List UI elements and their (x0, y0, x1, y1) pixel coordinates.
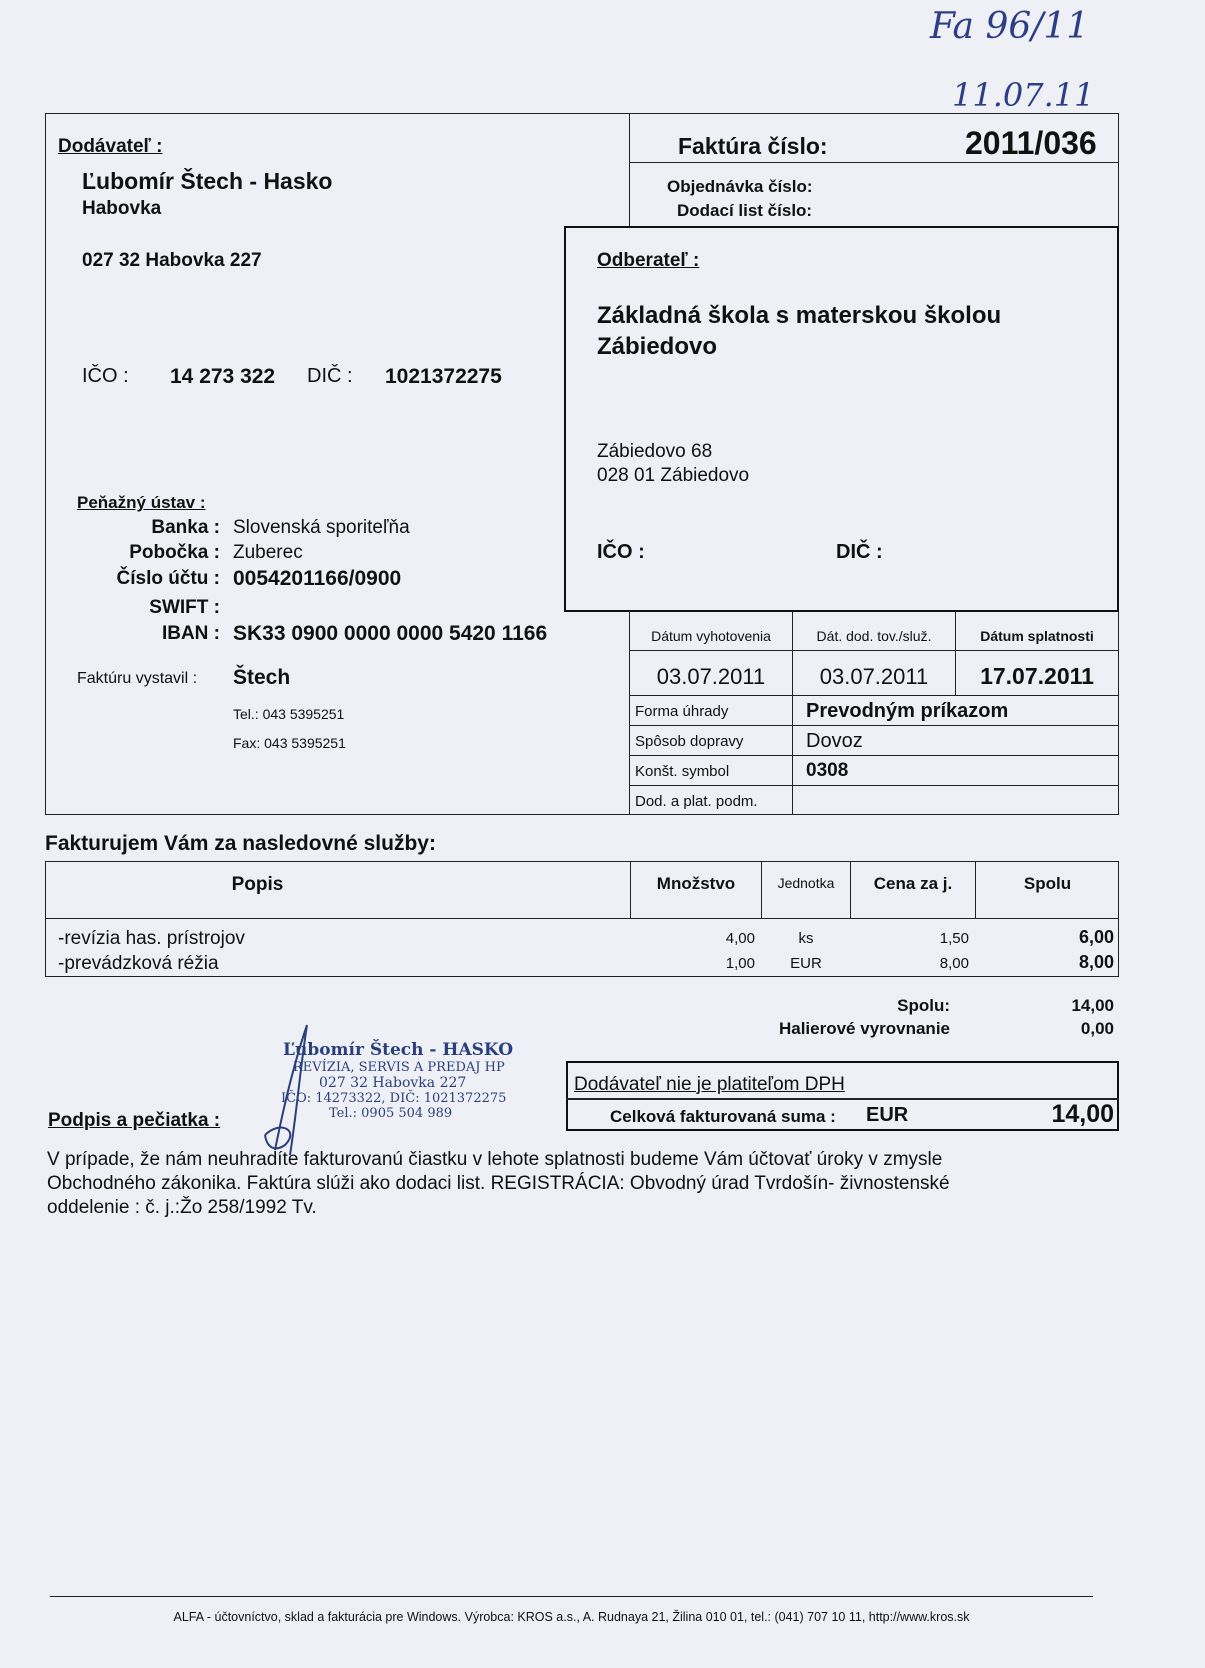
sum-value: 14,00 (1071, 996, 1114, 1015)
rounding-value: 0,00 (1080, 1019, 1114, 1038)
bank-label: Banka : (151, 517, 220, 538)
terms-label: Dod. a plat. podm. (635, 793, 758, 810)
rounding-label: Halierové vyrovnanie (778, 1019, 950, 1038)
col-header-unit-price: Cena za j. (873, 874, 953, 893)
issue-date: 03.07.2011 (656, 664, 766, 689)
issuer-name: Štech (233, 666, 291, 689)
constant-symbol-label: Konšt. symbol (635, 763, 730, 780)
row-quantity: 1,00 (725, 955, 755, 972)
customer-name-line1: Základná škola s materskou školou (597, 302, 1002, 329)
legal-note-line2: Obchodného zákonika. Faktúra slúži ako dodaci list. REGISTRÁCIA: Obvodný úrad Tvrdošín- živnostenské (47, 1173, 950, 1194)
row-total: 8,00 (1078, 952, 1114, 972)
col-header-quantity: Množstvo (656, 874, 736, 893)
bank-heading: Peňažný ústav : (77, 493, 206, 512)
supplier-name: Ľubomír Štech - Hasko (82, 168, 333, 194)
supplier-address: 027 32 Habovka 227 (82, 250, 262, 271)
row-unit-price: 1,50 (939, 930, 969, 947)
delivery-note-label: Dodací list číslo: (677, 201, 813, 220)
invoice-number-label: Faktúra číslo: (678, 133, 828, 159)
branch-name: Zuberec (233, 542, 303, 563)
row-unit: EUR (790, 955, 822, 972)
services-heading: Fakturujem Vám za nasledovné služby: (45, 832, 436, 855)
transport-label: Spôsob dopravy (635, 733, 744, 750)
stamp-line2: REVÍZIA, SERVIS A PREDAJ HP (293, 1060, 505, 1075)
account-label: Číslo účtu : (116, 568, 220, 589)
order-number-label: Objednávka číslo: (667, 177, 813, 196)
supplier-ico: 14 273 322 (170, 365, 276, 388)
legal-note-line1: V prípade, že nám neuhradíte fakturovanú čiastku v lehote splatnosti budeme Vám účtovať úroky v zmysle (47, 1149, 943, 1170)
col-header-total: Spolu (1023, 874, 1072, 893)
stamp-line4: IČO: 14273322, DIČ: 1021372275 (281, 1091, 507, 1106)
swift-label: SWIFT : (149, 597, 220, 618)
row-quantity: 4,00 (725, 930, 755, 947)
col-header-description: Popis (231, 874, 284, 895)
payment-form: Prevodným príkazom (806, 700, 1009, 722)
constant-symbol: 0308 (806, 760, 849, 781)
customer-city: 028 01 Zábiedovo (597, 465, 750, 486)
row-description: -revízia has. prístrojov (58, 928, 245, 949)
footer-divider (50, 1596, 1093, 1597)
due-date-label: Dátum splatnosti (980, 628, 1094, 644)
branch-label: Pobočka : (129, 542, 220, 563)
row-total: 6,00 (1078, 927, 1114, 947)
legal-note-line3: oddelenie : č. j.:Žo 258/1992 Tv. (47, 1197, 317, 1218)
iban-label: IBAN : (161, 623, 220, 644)
payment-form-label: Forma úhrady (635, 703, 729, 720)
supplier-place: Habovka (82, 198, 162, 219)
stamp-line1: Ľubomír Štech - HASKO (283, 1040, 514, 1060)
stamp-line5: Tel.: 0905 504 989 (329, 1106, 453, 1121)
handwritten-signature (255, 1020, 325, 1160)
due-date: 17.07.2011 (980, 663, 1094, 689)
customer-dic-label: DIČ : (836, 541, 883, 563)
issuer-label: Faktúru vystavil : (77, 670, 198, 687)
row-unit-price: 8,00 (939, 955, 969, 972)
customer-ico-label: IČO : (597, 541, 645, 563)
col-header-unit: Jednotka (777, 875, 835, 891)
footer-text: ALFA - účtovníctvo, sklad a fakturácia pre Windows. Výrobca: KROS a.s., A. Rudnaya 21, Žilina 010 01, tel.: (041) 707 10 11, http://www.kros.sk (173, 1610, 970, 1624)
supplier-ico-label: IČO : (82, 365, 129, 387)
supplier-dic-label: DIČ : (307, 365, 353, 387)
transport: Dovoz (806, 730, 863, 752)
customer-street: Zábiedovo 68 (597, 441, 713, 462)
stamp-line3: 027 32 Habovka 227 (319, 1075, 467, 1091)
customer-label: Odberateľ : (597, 250, 700, 271)
supplier-dic: 1021372275 (385, 365, 502, 388)
grand-total-currency: EUR (866, 1104, 909, 1126)
grand-total-label: Celková fakturovaná suma : (610, 1107, 836, 1126)
vat-note: Dodávateľ nie je platiteľom DPH (574, 1074, 845, 1095)
invoice-number: 2011/036 (965, 125, 1097, 161)
handwritten-reference: Fa 96/11 (930, 6, 1090, 47)
delivery-date-label: Dát. dod. tov./služ. (816, 628, 932, 644)
signature-label: Podpis a pečiatka : (48, 1110, 221, 1131)
issuer-tel: Tel.: 043 5395251 (233, 706, 345, 722)
row-description: -prevádzková réžia (58, 953, 219, 974)
account-number: 0054201166/0900 (233, 567, 402, 590)
row-unit: ks (798, 930, 814, 947)
legal-note (47, 1148, 950, 1220)
customer-name-line2: Zábiedovo (597, 333, 718, 360)
issuer-fax: Fax: 043 5395251 (233, 735, 346, 751)
handwritten-date: 11.07.11 (952, 76, 1095, 114)
issue-date-label: Dátum vyhotovenia (651, 628, 771, 644)
supplier-label: Dodávateľ : (58, 136, 163, 157)
bank-name: Slovenská sporiteľňa (233, 517, 410, 538)
iban-number: SK33 0900 0000 0000 5420 1166 (233, 622, 548, 645)
sum-label: Spolu: (897, 996, 950, 1015)
grand-total-amount: 14,00 (1051, 1100, 1114, 1128)
delivery-date: 03.07.2011 (819, 664, 929, 689)
